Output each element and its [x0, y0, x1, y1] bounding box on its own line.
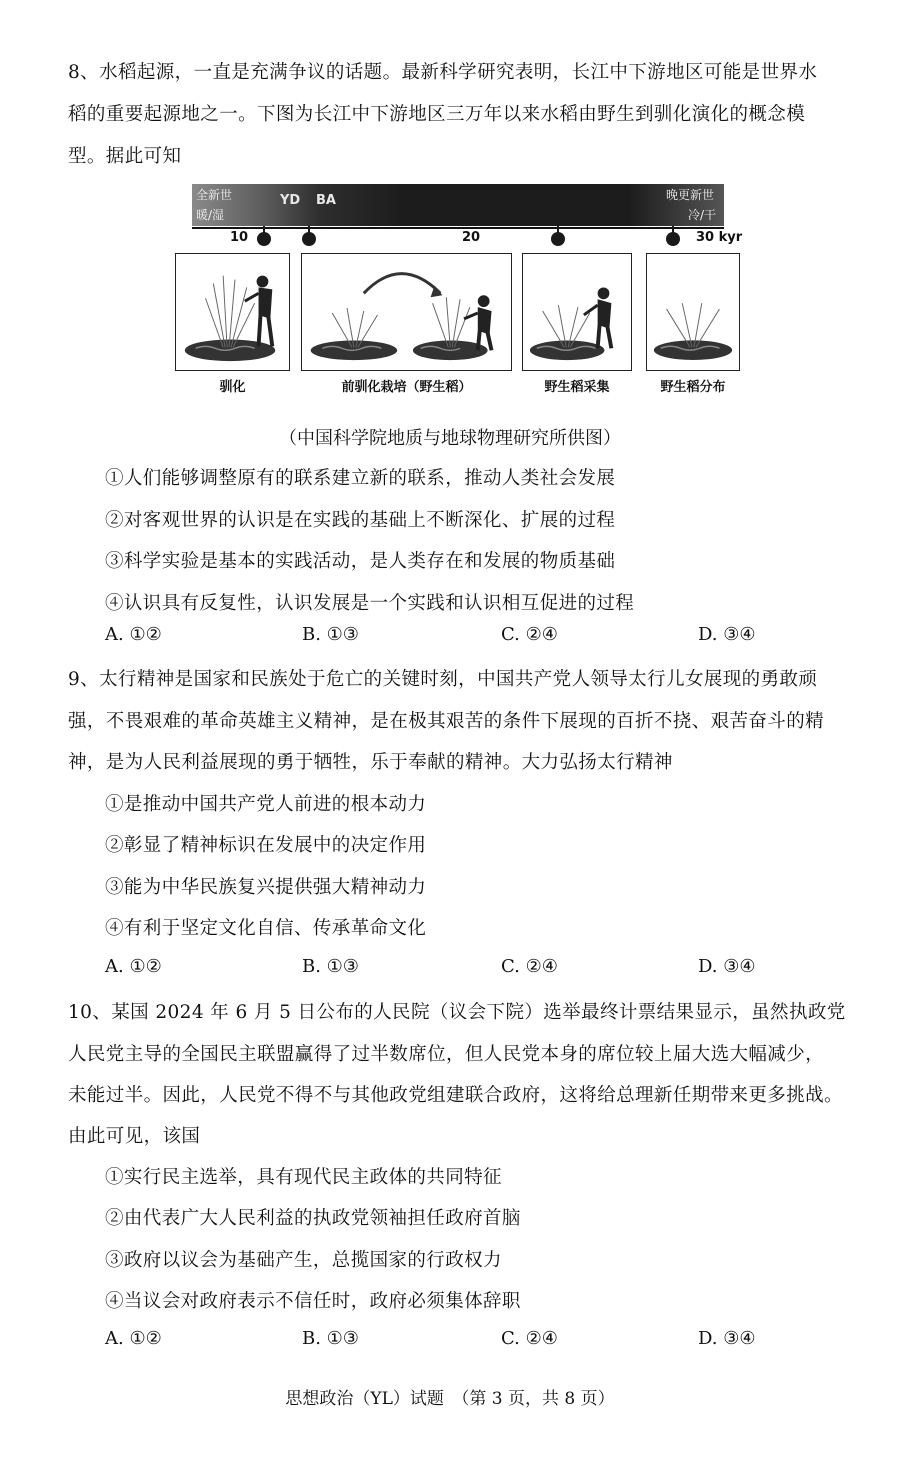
cold-dry-label: 冷/干: [688, 208, 717, 222]
page-footer: 思想政治（YL）试题 （第 3 页，共 8 页）: [285, 1389, 615, 1409]
cultivation-illustration: [302, 254, 511, 370]
q10-stem-line: 人民党主导的全国民主联盟赢得了过半数席位，但人民党本身的席位较上届大选大幅减少，: [68, 1044, 825, 1065]
option-d[interactable]: D. ③④: [698, 624, 756, 645]
panel-label-wild-distribution: 野生稻分布: [660, 380, 726, 395]
q10-statement: ③政府以议会为基础产生，总揽国家的行政权力: [105, 1250, 502, 1271]
q9-statement: ③能为中华民族复兴提供强大精神动力: [105, 877, 427, 898]
panel-label-domestication: 驯化: [219, 380, 246, 395]
option-d[interactable]: D. ③④: [698, 1328, 756, 1349]
q9-stem-line: 强，不畏艰难的革命英雄主义精神，是在极其艰苦的条件下展现的百折不挠、艰苦奋斗的精: [68, 711, 825, 732]
q10-statement: ①实行民主选举，具有现代民主政体的共同特征: [105, 1167, 502, 1188]
domestication-illustration: [176, 254, 289, 370]
tick-marker: [666, 232, 680, 246]
q8-statement: ①人们能够调整原有的联系建立新的联系，推动人类社会发展: [105, 468, 616, 489]
option-b[interactable]: B. ①③: [302, 624, 359, 645]
q9-statement: ①是推动中国共产党人前进的根本动力: [105, 794, 427, 815]
q10-statement: ②由代表广大人民利益的执政党领袖担任政府首脑: [105, 1208, 521, 1229]
q10-stem-line: 未能过半。因此，人民党不得不与其他政党组建联合政府，这将给总理新任期带来更多挑战。: [68, 1085, 843, 1106]
tick-marker: [257, 232, 271, 246]
rice-evolution-figure: [170, 180, 750, 400]
figure-caption: （中国科学院地质与地球物理研究所供图）: [279, 428, 621, 449]
q8-stem-line: 型。据此可知: [68, 146, 182, 167]
panel-pre-domestication: [301, 253, 512, 371]
option-d[interactable]: D. ③④: [698, 956, 756, 977]
option-a[interactable]: A. ①②: [105, 624, 162, 645]
holocene-label: 全新世: [196, 188, 233, 202]
q9-stem-line: 神，是为人民利益展现的勇于牺牲，乐于奉献的精神。大力弘扬太行精神: [68, 752, 673, 773]
distribution-illustration: [647, 254, 739, 370]
panel-label-wild-gathering: 野生稻采集: [544, 380, 610, 395]
q10-statement: ④当议会对政府表示不信任时，政府必须集体辞职: [105, 1291, 521, 1312]
q8-stem-line: 稻的重要起源地之一。下图为长江中下游地区三万年以来水稻由野生到驯化演化的概念模: [68, 104, 806, 125]
q8-statement: ③科学实验是基本的实践活动，是人类存在和发展的物质基础: [105, 551, 616, 572]
tick-label-30kyr: 30 kyr: [696, 230, 743, 245]
tick-label-10: 10: [230, 230, 249, 245]
q8-statement: ④认识具有反复性，认识发展是一个实践和认识相互促进的过程: [105, 593, 635, 614]
warm-wet-label: 暖/湿: [196, 208, 225, 222]
q10-stem-line: 由此可见，该国: [68, 1126, 201, 1147]
option-c[interactable]: C. ②④: [501, 956, 558, 977]
tick-marker: [302, 232, 316, 246]
q8-statement: ②对客观世界的认识是在实践的基础上不断深化、扩展的过程: [105, 510, 616, 531]
q9-statement: ②彰显了精神标识在发展中的决定作用: [105, 835, 427, 856]
q9-stem-line: 9、太行精神是国家和民族处于危亡的关键时刻，中国共产党人领导太行儿女展现的勇敢顽: [68, 669, 818, 690]
panel-wild-distribution: [646, 253, 740, 371]
q8-stem-line: 8、水稻起源，一直是充满争议的话题。最新科学研究表明，长江中下游地区可能是世界水: [68, 62, 818, 83]
panel-wild-gathering: [522, 253, 632, 371]
gathering-illustration: [523, 254, 631, 370]
option-a[interactable]: A. ①②: [105, 956, 162, 977]
option-b[interactable]: B. ①③: [302, 1328, 359, 1349]
option-c[interactable]: C. ②④: [501, 624, 558, 645]
panel-domestication: [175, 253, 290, 371]
late-pleistocene-label: 晚更新世: [666, 188, 715, 202]
time-axis: [192, 227, 724, 229]
option-c[interactable]: C. ②④: [501, 1328, 558, 1349]
panel-label-pre-domestication: 前驯化栽培（野生稻）: [341, 380, 472, 395]
tick-label-20: 20: [462, 230, 481, 245]
q10-stem-line: 10、某国 2024 年 6 月 5 日公布的人民院（议会下院）选举最终计票结果显示，虽然执政党: [68, 1002, 846, 1023]
ba-label: BA: [316, 193, 336, 208]
q9-statement: ④有利于坚定文化自信、传承革命文化: [105, 918, 427, 939]
time-bar: [192, 184, 724, 226]
option-b[interactable]: B. ①③: [302, 956, 359, 977]
yd-label: YD: [280, 193, 301, 208]
option-a[interactable]: A. ①②: [105, 1328, 162, 1349]
tick-marker: [551, 232, 565, 246]
